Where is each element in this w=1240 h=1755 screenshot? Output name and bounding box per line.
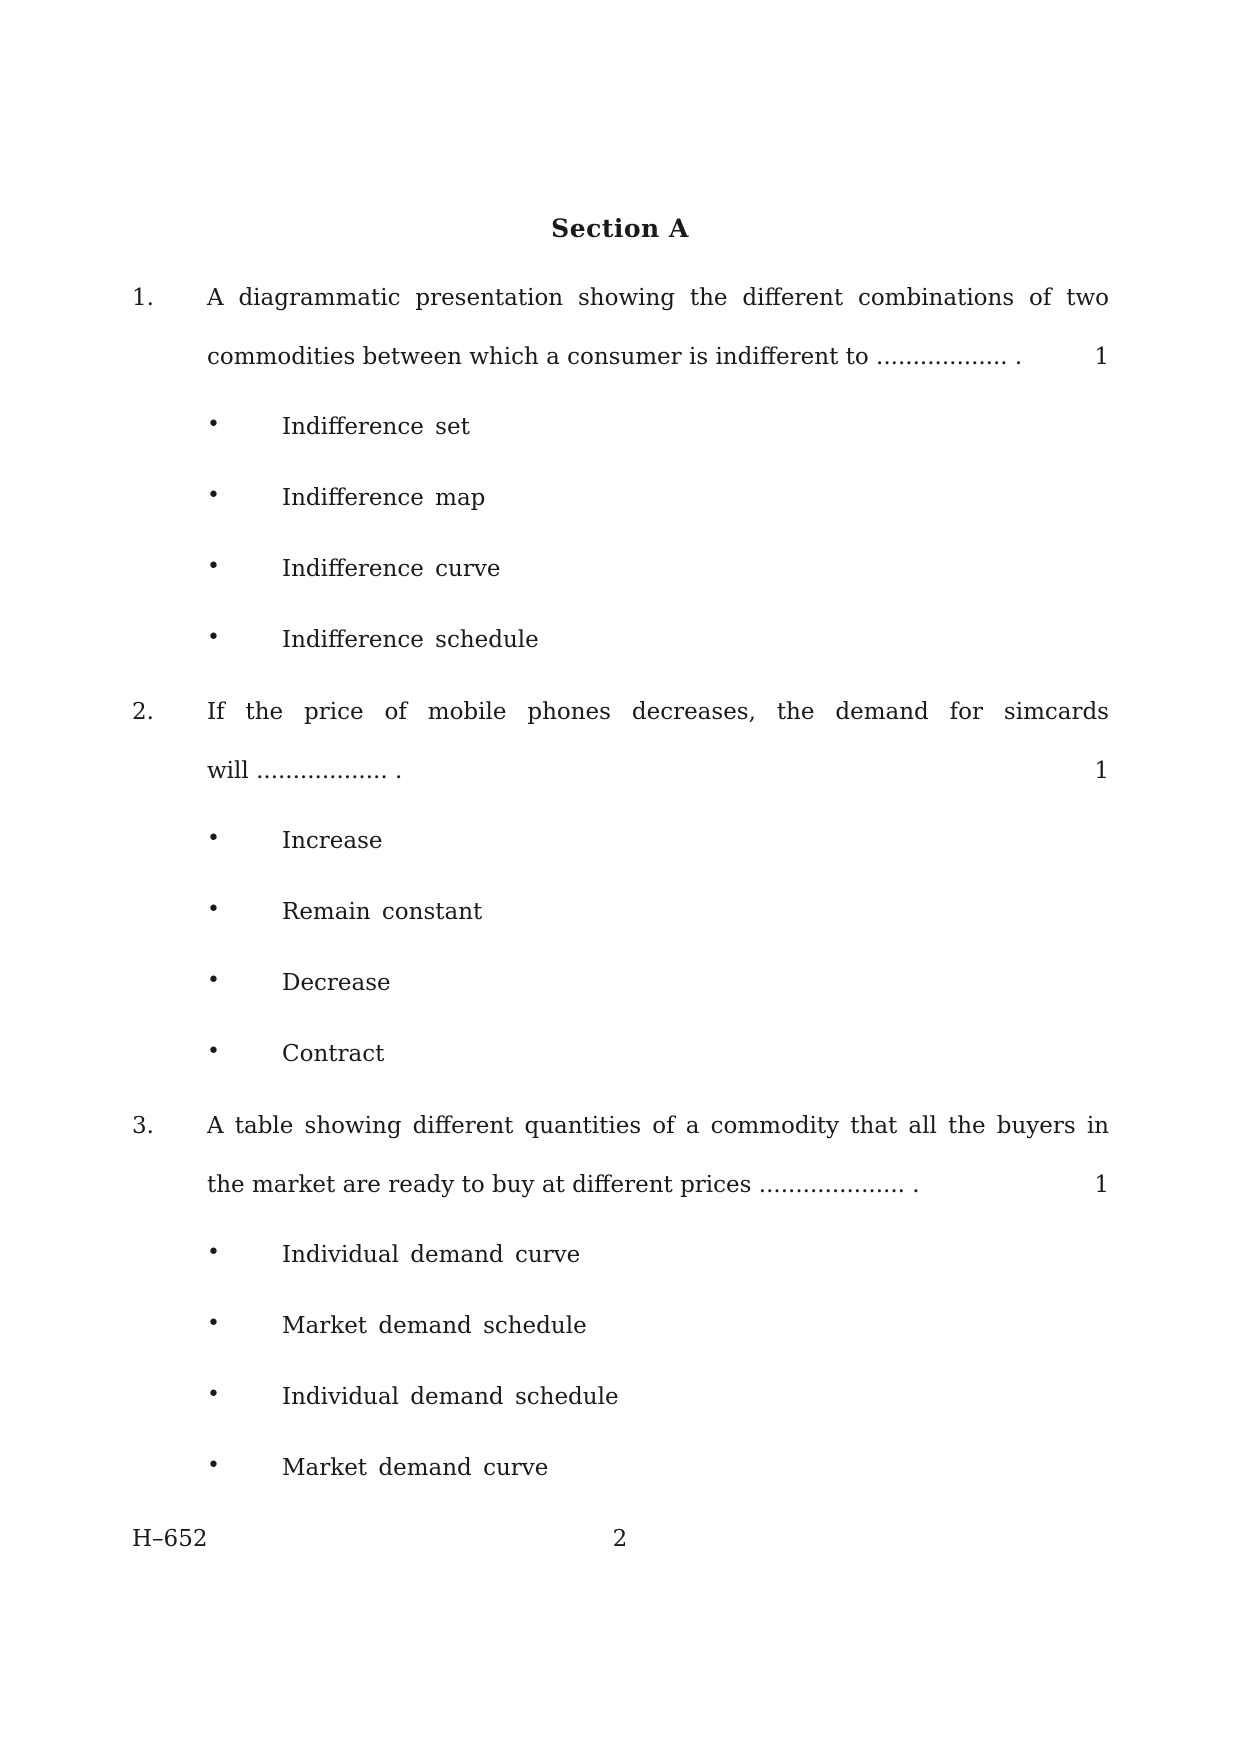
question-text-line: A diagrammatic presentation showing the different combinations of two <box>207 285 1109 311</box>
option-label: Individual demand schedule <box>282 1384 619 1410</box>
question-text-line: the market are ready to buy at different prices .................... . <box>207 1172 920 1198</box>
option-label: Decrease <box>282 970 391 996</box>
bullet-icon: • <box>207 1240 220 1265</box>
bullet-icon: • <box>207 412 220 437</box>
option-label: Contract <box>282 1041 385 1067</box>
bullet-icon: • <box>207 1382 220 1407</box>
bullet-icon: • <box>207 826 220 851</box>
option-label: Indifference set <box>282 414 470 440</box>
page-number: 2 <box>612 1526 628 1552</box>
paper-code: H–652 <box>132 1526 208 1552</box>
bullet-icon: • <box>207 968 220 993</box>
bullet-icon: • <box>207 1039 220 1064</box>
option-label: Indifference map <box>282 485 486 511</box>
option-label: Market demand schedule <box>282 1313 587 1339</box>
bullet-icon: • <box>207 897 220 922</box>
bullet-icon: • <box>207 1453 220 1478</box>
bullet-icon: • <box>207 625 220 650</box>
section-title: Section A <box>551 214 689 243</box>
option-label: Market demand curve <box>282 1455 549 1481</box>
question-text-line: If the price of mobile phones decreases, the demand for simcards <box>207 699 1109 725</box>
option-label: Individual demand curve <box>282 1242 581 1268</box>
question-marks: 1 <box>1094 344 1109 370</box>
question-number: 1. <box>132 285 154 311</box>
question-marks: 1 <box>1094 758 1109 784</box>
question-number: 2. <box>132 699 154 725</box>
question-marks: 1 <box>1094 1172 1109 1198</box>
question-text-line: commodities between which a consumer is indifferent to .................. . <box>207 344 1023 370</box>
bullet-icon: • <box>207 1311 220 1336</box>
question-text-line: will .................. . <box>207 758 403 784</box>
bullet-icon: • <box>207 483 220 508</box>
option-label: Indifference curve <box>282 556 501 582</box>
option-label: Increase <box>282 828 383 854</box>
question-text-line: A table showing different quantities of a commodity that all the buyers in <box>207 1113 1109 1139</box>
option-label: Indifference schedule <box>282 627 539 653</box>
option-label: Remain constant <box>282 899 483 925</box>
question-number: 3. <box>132 1113 154 1139</box>
bullet-icon: • <box>207 554 220 579</box>
